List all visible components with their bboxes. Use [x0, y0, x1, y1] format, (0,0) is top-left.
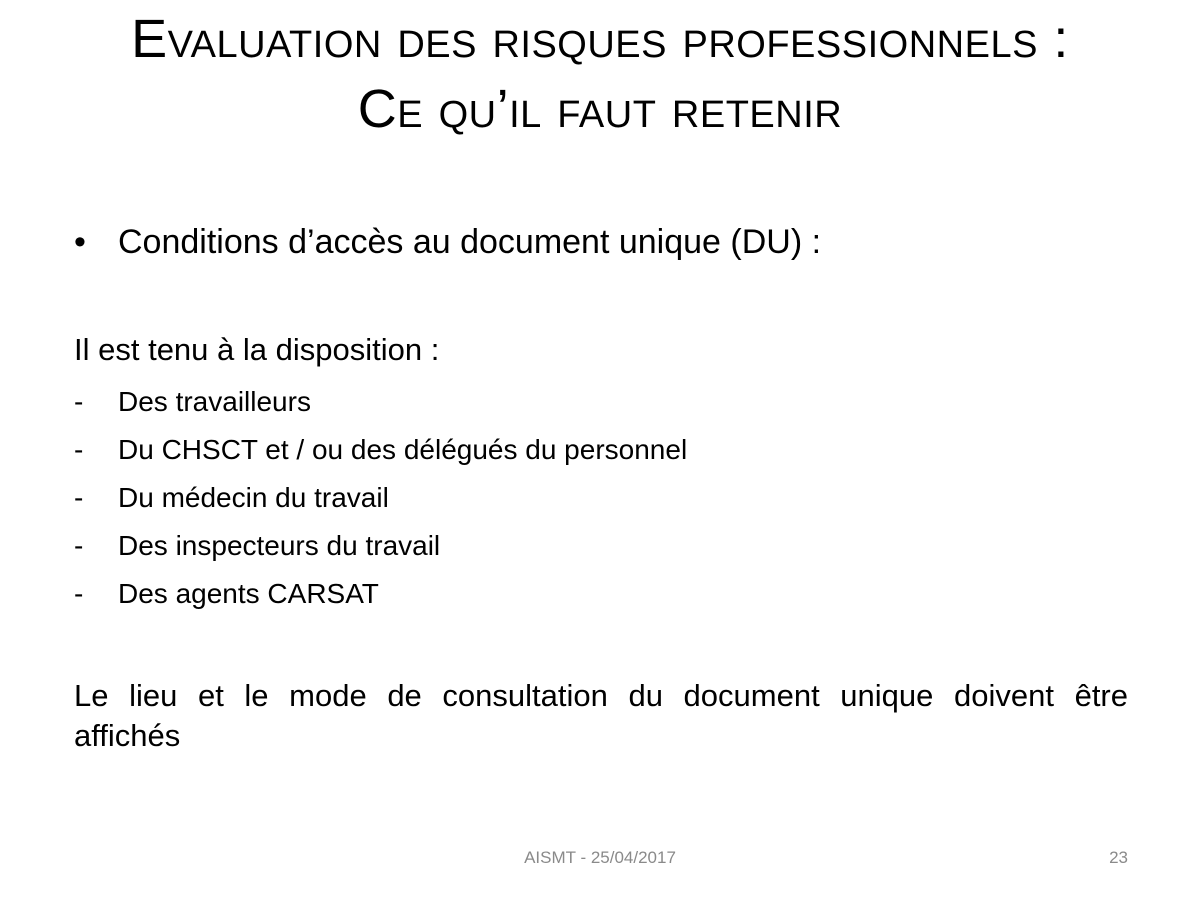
list-item: [74, 570, 687, 618]
closing-text: Le lieu et le mode de consultation du document unique doivent être affichés: [74, 678, 1128, 753]
list-item: [74, 474, 687, 522]
dash-icon: -: [74, 530, 84, 561]
list-item-text: Du médecin du travail: [118, 482, 389, 513]
list-item: [74, 426, 687, 474]
footer-date: AISMT - 25/04/2017: [524, 848, 676, 867]
dash-icon: -: [74, 434, 84, 465]
dash-icon: -: [74, 578, 84, 609]
list-item: [74, 378, 687, 426]
list-item-text: Des agents CARSAT: [118, 578, 379, 609]
list-item-text: Des travailleurs: [118, 386, 311, 417]
list-item-text: Du CHSCT et / ou des délégués du personnel: [118, 434, 688, 465]
bullet-text: Conditions d’accès au document unique (DU) :: [118, 223, 822, 261]
list-item: [74, 522, 687, 570]
bullet-icon: •: [74, 223, 86, 261]
dash-icon: -: [74, 386, 84, 417]
title-line-1: Evaluation des risques professionnels :: [131, 9, 1069, 69]
dash-icon: -: [74, 482, 84, 513]
access-list: [74, 378, 687, 618]
bullet-point: [74, 218, 821, 266]
slide-title: [40, 4, 1160, 144]
page-number: 23: [1109, 848, 1128, 867]
list-item-text: Des inspecteurs du travail: [118, 530, 441, 561]
intro-text: Il est tenu à la disposition :: [74, 332, 440, 367]
title-line-2: Ce qu’il faut retenir: [357, 79, 843, 140]
